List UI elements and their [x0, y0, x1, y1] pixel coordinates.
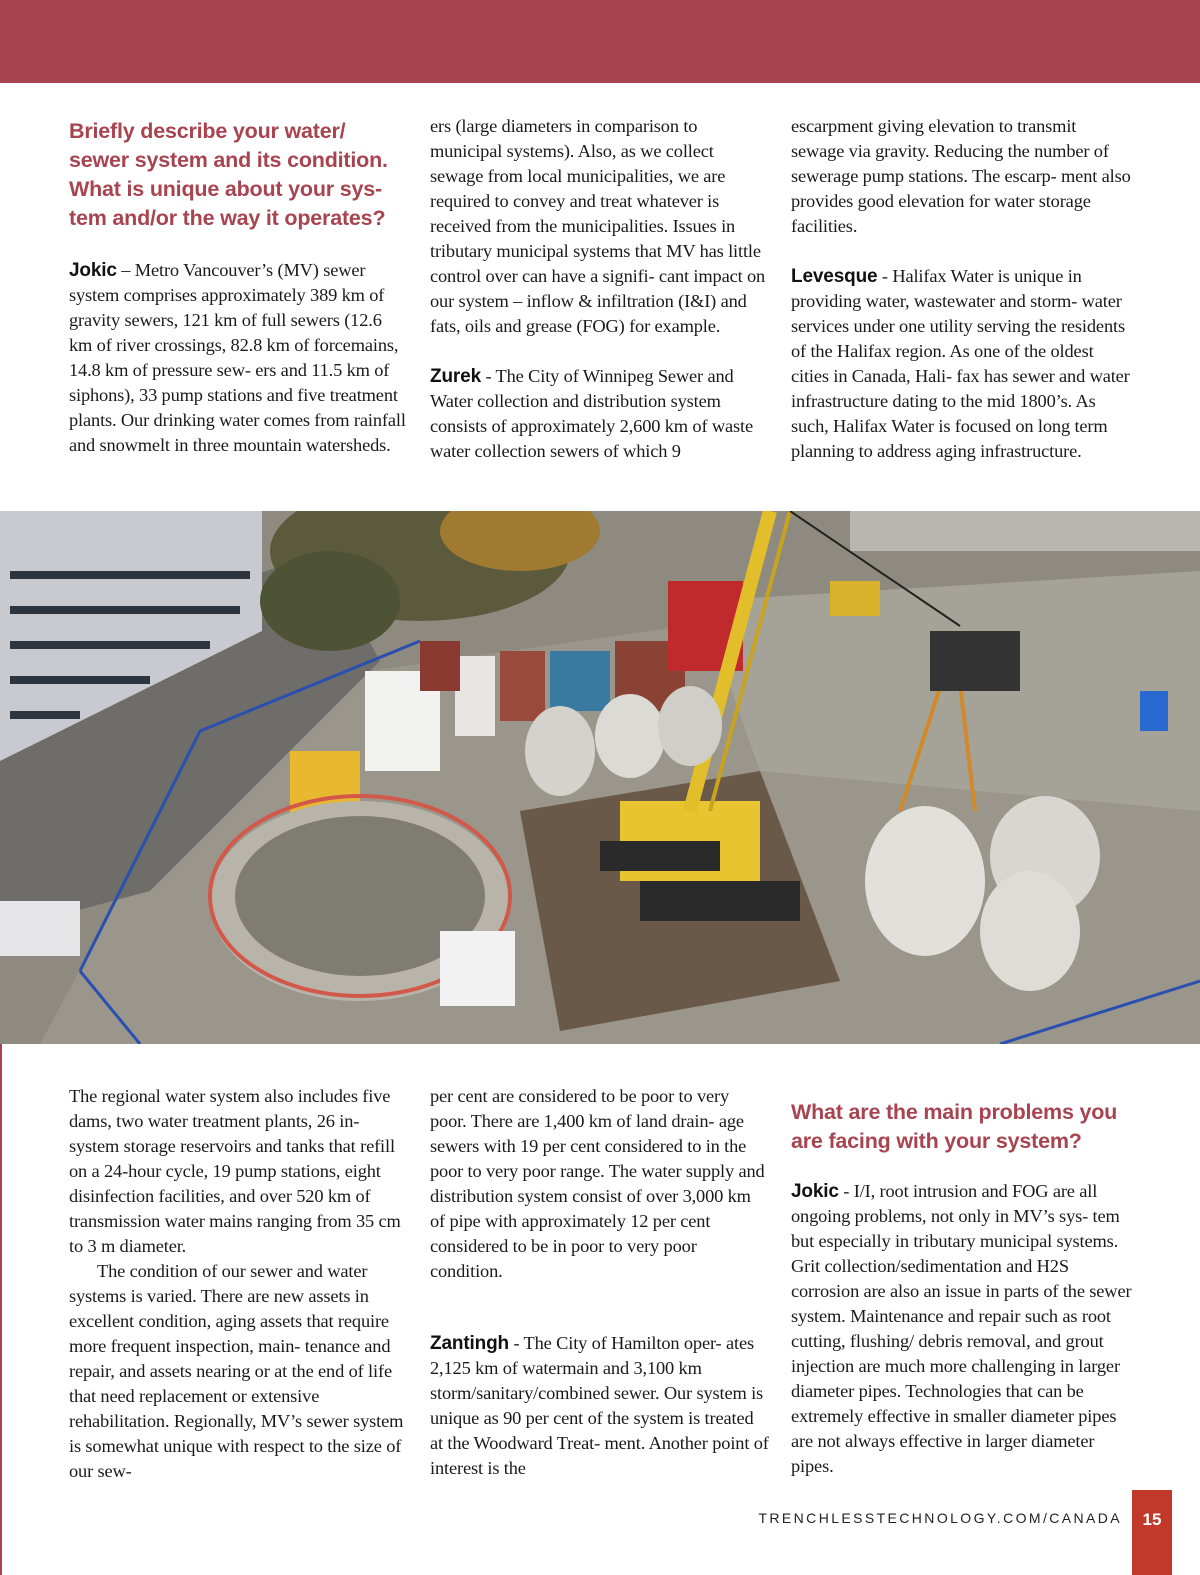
page-number: 15 [1132, 1490, 1172, 1575]
answer-text: - Halifax Water is unique in providing water, wastewater and storm- water services under one utility serving the residents of the Halifax region. As one of the oldest cities in Canada, Hali- fax has sewer and water infrastructure dating to the mid 1800’s. As such, Halifax Water is focused on long term planning to address aging infrastructure. [791, 266, 1130, 461]
answer-paragraph [430, 364, 770, 464]
answer-text: - I/I, root intrusion and FOG are all ongoing problems, not only in MV’s sys- tem but especially in tributary municipal systems. Grit collection/sedimentation and H2S corrosion are also an issue in parts of the sewer system. Maintenance and repair such as root cutting, flushing/ debris removal, and grout injection are much more challenging in larger diameter pipes. Technologies that can be extremely effective in smaller diameter pipes are not always effective in larger diameter pipes. [791, 1181, 1132, 1476]
answer-paragraph [791, 264, 1133, 464]
bottom-column-1 [69, 1084, 409, 1484]
top-column-1 [69, 117, 407, 458]
answer-text: – Metro Vancouver’s (MV) sewer system comprises approximately 389 km of gravity sewers, 121 km of full sewers (12.6 km of river crossings, 82.8 km of forcemains, 14.8 km of pressure sew- ers and 11.5 km of siphons), 33 pump stations and five treatment plants. Our drinking water comes from rainfall and snowmelt in three mountain watersheds. [69, 260, 406, 455]
footer-website: TRENCHLESSTECHNOLOGY.COM/CANADA [758, 1510, 1122, 1526]
speaker-name: Zantingh [430, 1333, 510, 1354]
speaker-name: Jokic [791, 1181, 839, 1202]
body-paragraph: The regional water system also includes five dams, two water treatment plants, 26 in-system storage reservoirs and tanks that refill on a 24-hour cycle, 19 pump stations, eight disinfection facilities, and over 520 km of transmission water mains ranging from 35 cm to 3 m diameter. [69, 1086, 401, 1256]
header-color-band [0, 0, 1200, 83]
speaker-name: Jokic [69, 260, 117, 281]
top-column-2 [430, 114, 770, 464]
top-column-3 [791, 114, 1133, 464]
answer-text: - The City of Winnipeg Sewer and Water collection and distribution system consists of approximately 2,600 km of waste water collection sewers of which 9 [430, 366, 753, 461]
body-paragraph: The condition of our sewer and water systems is varied. There are new assets in excellent condition, aging assets that require more frequent inspection, main- tenance and repair, and assets nearing or at the end of life that need replacement or extensive rehabilitation. Regionally, MV’s sewer system is somewhat unique with respect to the size of our sew- [69, 1261, 404, 1481]
continued-paragraph: ers (large diameters in comparison to municipal systems). Also, as we collect sewage from local municipalities, we are required to convey and treat whatever is received from the municipalities. Issues in tributary municipal systems that MV has little control over can have a signifi- cant impact on our system – inflow & infiltration (I&I) and fats, oils and grease (FOG) for example. [430, 116, 766, 336]
speaker-name: Zurek [430, 366, 481, 387]
speaker-name: Levesque [791, 266, 878, 287]
left-margin-rule [0, 1044, 2, 1575]
answer-paragraph [791, 1179, 1133, 1479]
continued-paragraph: escarpment giving elevation to transmit sewage via gravity. Reducing the number of sewerage pump stations. The escarp- ment also provides good elevation for water storage facilities. [791, 116, 1131, 236]
question-heading-2: What are the main problems you are facing with your system? [791, 1100, 1118, 1153]
answer-paragraph [430, 1331, 770, 1481]
question-heading-1: Briefly describe your water/ sewer system and its condition. What is unique about your sys- tem and/or the way it operates? [69, 119, 388, 230]
bottom-column-2 [430, 1084, 770, 1481]
construction-site-photo [0, 511, 1200, 1044]
answer-paragraph [69, 258, 407, 458]
answer-text: - The City of Hamilton oper- ates 2,125 km of watermain and 3,100 km storm/sanitary/combined sewer. Our system is unique as 90 per cent of the system is treated at the Woodward Treat- ment. Another point of interest is the [430, 1333, 769, 1478]
continued-paragraph: per cent are considered to be poor to very poor. There are 1,400 km of land drain- age sewers with 19 per cent considered to in the poor to very poor range. The water supply and distribution system consist of over 3,000 km of pipe with approximately 12 per cent considered to be in poor to very poor condition. [430, 1086, 765, 1281]
bottom-column-3 [791, 1098, 1133, 1479]
